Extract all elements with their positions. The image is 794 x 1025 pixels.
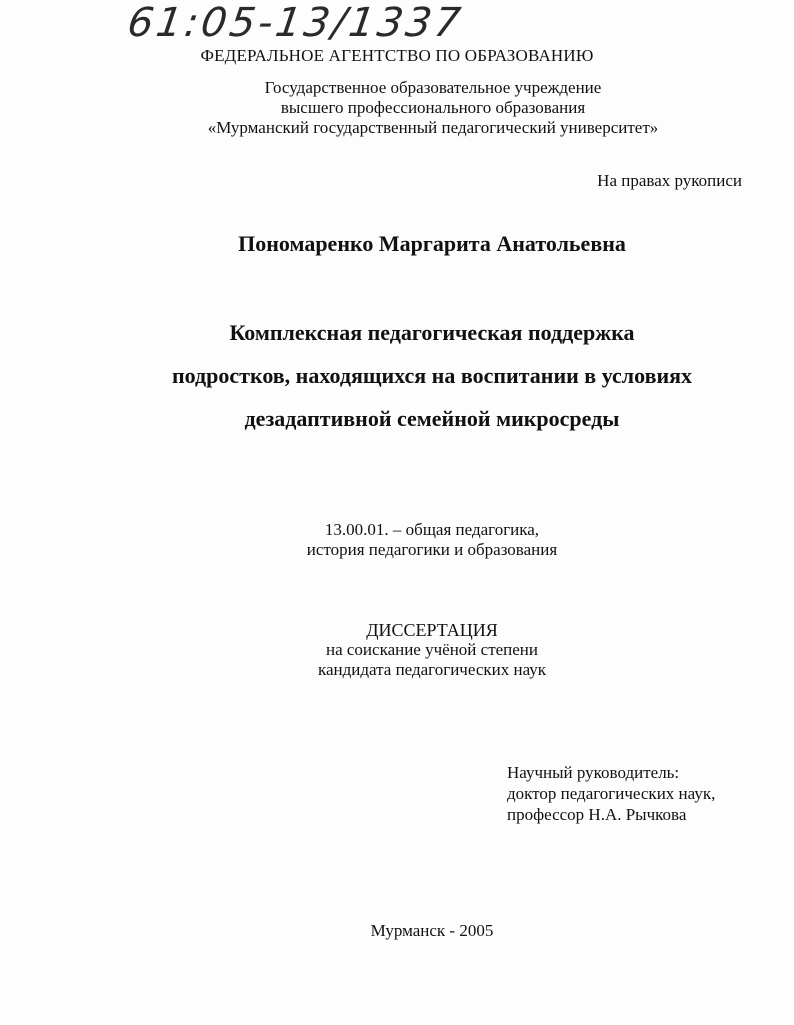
advisor-name: профессор Н.А. Рычкова bbox=[507, 805, 687, 824]
title-line: подростков, находящихся на воспитании в условиях bbox=[171, 363, 693, 388]
degree-line: на соискание учёной степени bbox=[325, 640, 539, 659]
institution-line: высшего профессионального образования bbox=[280, 98, 586, 117]
specialty-line: 13.00.01. – общая педагогика, bbox=[324, 520, 540, 539]
specialty-line: история педагогики и образования bbox=[306, 540, 558, 559]
advisor-degree: доктор педагогических наук, bbox=[507, 784, 716, 803]
handwritten-catalog-code: 61:05-13/1337 bbox=[124, 0, 467, 46]
advisor-label: Научный руководитель: bbox=[507, 763, 680, 782]
degree-line: кандидата педагогических наук bbox=[317, 660, 547, 679]
dissertation-title bbox=[0, 311, 794, 440]
institution-line: Государственное образовательное учреждение bbox=[264, 78, 602, 97]
title-line: дезадаптивной семейной микросреды bbox=[244, 406, 620, 431]
dissertation-heading: ДИССЕРТАЦИЯ bbox=[366, 620, 498, 640]
advisor-block bbox=[507, 762, 715, 825]
institution-block bbox=[0, 78, 794, 138]
institution-line: «Мурманский государственный педагогический университет» bbox=[207, 118, 659, 137]
dissertation-block bbox=[0, 620, 794, 680]
city-year: Мурманск - 2005 bbox=[370, 921, 494, 940]
manuscript-note: На правах рукописи bbox=[597, 171, 742, 190]
agency-heading: ФЕДЕРАЛЬНОЕ АГЕНТСТВО ПО ОБРАЗОВАНИЮ bbox=[200, 46, 594, 65]
specialty-block bbox=[0, 520, 794, 560]
author-name: Пономаренко Маргарита Анатольевна bbox=[238, 231, 626, 256]
title-line: Комплексная педагогическая поддержка bbox=[229, 320, 635, 345]
